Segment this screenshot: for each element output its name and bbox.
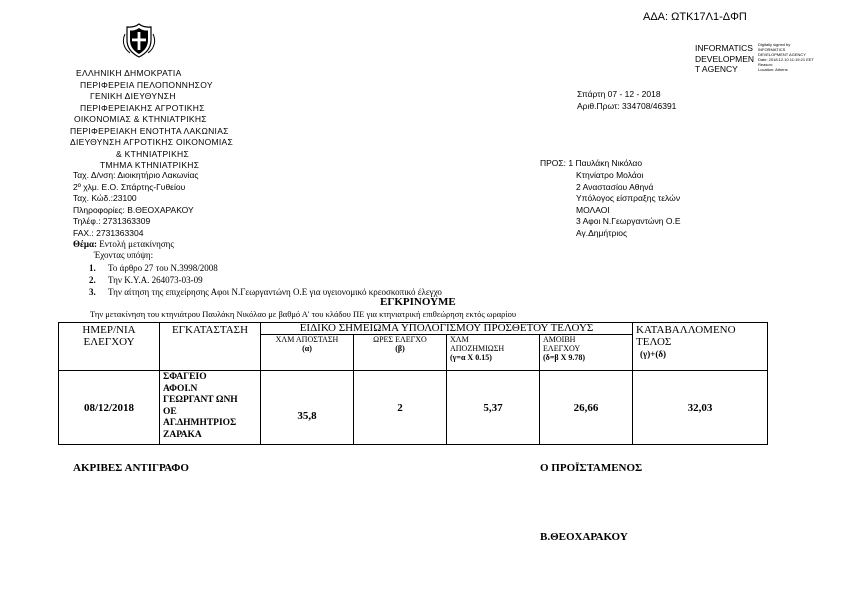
signer-line: DEVELOPMEN [695,53,755,64]
recipients-header: ΠΡΟΣ: 1 Παυλάκη Νικόλαο [540,158,643,168]
cell-facility: ΣΦΑΓΕΙΟ ΑΦΟΙ.Ν ΓΕΩΡΓΑΝΤ ΩΝΗ ΟΕ ΑΓ.ΔΗΜΗΤΡΙΟΣ ΖΑΡΑΚΑ [160,371,261,445]
approve-heading: ΕΓΚΡΙΝΟΥΜΕ [380,296,456,308]
signature-line: Reason: [758,62,773,67]
cell-hours: 2 [354,371,447,445]
contact-info [73,170,199,239]
recipient-line: Αγ.Δημήτριος [576,227,628,238]
authority-line: ΓΕΝΙΚΗ ΔΙΕΥΘΥΝΣΗ [90,91,176,101]
subject [73,239,174,250]
signer-line: T AGENCY [695,64,738,74]
signer-name [695,43,754,75]
table-header-row [59,323,768,335]
header-paid-formula: (γ)+(δ) [640,349,666,359]
contact-line: Ταχ. Κώδ.:23100 [73,193,137,203]
authority-header [60,68,280,172]
fee-table [58,322,768,445]
having-in-mind: Έχοντας υπόψη: [94,250,154,260]
contact-line: Τηλέφ.: 2731363309 [73,216,151,226]
recipients [576,170,681,239]
subject-label: Θέμα: [73,239,97,249]
cell-km: 35,8 [261,371,354,445]
header-paid [633,323,768,371]
recipient-line: 2 Αναστασίου Αθηνά [576,181,654,192]
sub-km: ΧΛΜ ΑΠΟΣΤΑΣΗ (α) [261,335,354,371]
authority-line: ΤΜΗΜΑ ΚΤΗΝΙΑΤΡΙΚΗΣ [100,160,200,170]
header-paid-label: ΚΑΤΑΒΑΛΛΟΜΕΝΟ ΤΕΛΟΣ [636,324,736,348]
table-row [59,371,768,445]
signer-line: INFORMATICS [695,43,753,53]
consideration-item: 2. Την Κ.Υ.Α. 264073-03-09 [89,275,203,285]
signature-line: Digitally signed by [758,42,791,47]
sub-hours: ΩΡΕΣ ΕΛΕΓΧΟ (β) [354,335,447,371]
cell-fee: 26,66 [540,371,633,445]
authority-line: & ΚΤΗΝΙΑΤΡΙΚΗΣ [116,148,190,159]
authority-line: ΔΙΕΥΘΥΝΣΗ ΑΓΡΟΤΙΚΗΣ ΟΙΚΟΝΟΜΙΑΣ [70,137,234,147]
consideration-item: 3. Την αίτηση της επιχείρησης Αφοι Ν.Γεωργαντώνη Ο.Ε για υγειονομικό κρεοσκοπικό έλεγχο [89,287,442,297]
signature-line: Location: Athens [758,67,788,72]
contact-line: FAX.: 2731363304 [73,227,144,238]
recipient-line: ΜΟΛΑΟΙ [576,204,610,215]
consideration-item: 1. Το άρθρο 27 του Ν.3998/2008 [89,263,218,273]
signatory-name: Β.ΘΕΟΧΑΡΑΚΟΥ [540,531,628,543]
recipient-line: 3 Αφοι Ν.Γεωργαντώνη Ο.Ε [576,216,681,226]
cell-total: 32,03 [633,371,768,445]
protocol-number: Αριθ.Πρωτ: 334708/46391 [577,101,677,111]
sub-kmcomp: ΧΛΜ ΑΠΟΖΗΜΙΩΣΗ (γ=α Χ 0.15) [447,335,540,371]
recipient-line: Υπόλογος είσπραξης τελών [576,193,681,203]
contact-line: 2º χλμ. Ε.Ο. Σπάρτης-Γυθείου [73,181,186,192]
header-facility: ΕΓΚΑΤΑΣΤΑΣΗ [160,323,261,371]
header-date: ΗΜΕΡ/ΝΙΑ ΕΛΕΓΧΟΥ [59,323,160,371]
authority-line: ΕΛΛΗΝΙΚΗ ΔΗΜΟΚΡΑΤΙΑ [76,68,182,78]
signature-details [758,42,814,72]
head-title: Ο ΠΡΟΪΣΤΑΜΕΝΟΣ [540,462,643,474]
approve-text: Την μετακίνηση του κτηνιάτρου Παυλάκη Νικόλαο με βαθμό Α' του κλάδου ΠΕ για κτηνιατρική επιθεώρηση εκτός ωραρίου [90,309,517,319]
cell-kmcomp: 5,37 [447,371,540,445]
signature-line: DEVELOPMENT AGENCY [758,52,806,57]
ada-code: ΑΔΑ: ΩΤΚ17Λ1-ΔΦΠ [643,11,747,23]
sub-fee: ΑΜΟΙΒΗ ΕΛΕΓΧΟΥ (δ=β Χ 9.78) [540,335,633,371]
considerations-list [89,262,442,298]
subject-text: Εντολή μετακίνησης [99,239,174,249]
authority-line: ΟΙΚΟΝΟΜΙΑΣ & ΚΤΗΝΙΑΤΡΙΚΗΣ [74,114,207,124]
contact-line: Πληροφορίες: Β.ΘΕΟΧΑΡΑΚΟΥ [73,204,194,215]
authority-line: ΠΕΡΙΦΕΡΕΙΑΚΗ ΕΝΟΤΗΤΑ ΛΑΚΩΝΙΑΣ [70,125,229,136]
signature-line: Date: 2018.12.10 11:19:21 EET [758,57,814,62]
contact-line: Ταχ. Δ/νση: Διοικητήριο Λακωνίας [73,170,199,180]
true-copy: ΑΚΡΙΒΕΣ ΑΝΤΙΓΡΑΦΟ [73,462,189,474]
authority-line: ΠΕΡΙΦΕΡΕΙΑ ΠΕΛΟΠΟΝΝΗΣΟΥ [80,79,213,90]
recipient-line: Κτηνίατρο Μολάοι [576,170,644,180]
signature-line: INFORMATICS [758,47,786,52]
header-note: ΕΙΔΙΚΟ ΣΗΜΕΙΩΜΑ ΥΠΟΛΟΓΙΣΜΟΥ ΠΡΟΣΘΕΤΟΥ ΤΕΛΟΥΣ [261,323,633,335]
greek-emblem-icon [120,22,158,60]
authority-line: ΠΕΡΙΦΕΡΕΙΑΚΗΣ ΑΓΡΟΤΙΚΗΣ [80,102,205,113]
place-date: Σπάρτη 07 - 12 - 2018 [577,89,661,99]
cell-date: 08/12/2018 [59,371,160,445]
